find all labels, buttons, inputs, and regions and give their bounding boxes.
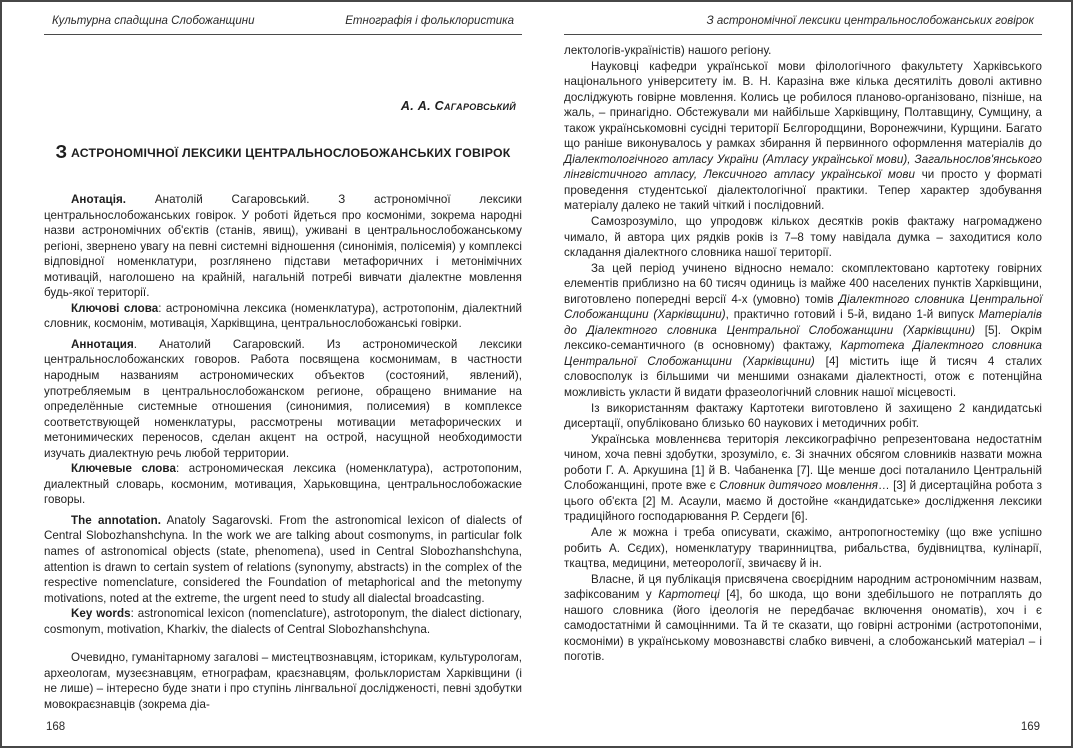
article-title-initial: З: [55, 141, 68, 162]
paragraph: Із використанням фактажу Картотеки виготовлено й захищено 2 кандидатські дисертації, опубліковано близько 60 наукових і методичних робіт.: [564, 401, 1042, 431]
paragraph: Українська мовленнєва територія лексикографічно репрезентована недостатнім чином, хоча певні здобутки, зрозуміло, є. Зі значних обсягом словників назвати можна роботи Г. А. Аркушина [1] й В. Чабаненка [7]. Ще менше досі поталанило Центральній Слобожанщині, проте вже є Словник дитячого мовлення… [3] й дисертаційна робота з цього об'єкта [2] М. Асаули, маємо й достойне «кандидатське» дослідження лексики традиційного господарювання Р. Сердеги [6].: [564, 432, 1042, 524]
left-page-body: [44, 192, 522, 713]
paragraph: Самозрозуміло, що упродовж кількох десятків років фактажу нагромаджено чимало, й автора цих рядків років із 7–8 тому навідала думка – заходитися коло складання діалектного словника нашої території.: [564, 215, 1042, 260]
paragraph: Але ж можна і треба описувати, скажімо, антропогностеміку (що вже успішно робить А. Сєдих), номенклатуру тваринництва, рибальства, будівництва, кулінарії, ткацтва, медицини, метеорології, звичаєву й ін.: [564, 525, 1042, 571]
paragraph: Аннотация. Анатолий Сагаровский. Из астрономической лексики центральнослобожанских говоров. Работа посвящена космонимам, в частности народным названиям астрономических объектов (состояний, явлений), употребляемым в центральнослобожанском регионе, обращено внимание на определённые системные отношения (синонимия, полисемия) в комплексе соответствующей номенклатуры, рассмотрены мотивации метафорических и метонимических переносов, сделан акцент на острой, насущной необходимости изучать диалектную речь любой территории.: [44, 337, 522, 460]
paragraph: Власне, й ця публікація присвячена своєрідним народним астрономічним назвам, зафіксованим у Картотеці [4], бо шкода, що вони здебільшого не потраплять до нашого словника (його ідеологія не передбачає включення ономатів), хоч і є самодостатніми й самоцінними. Та й те сказати, що говірні астроніми (астротопоніми, космоніми) в українському мовознавстві слабко вивчені, а слобожанський матеріал – і поготів.: [564, 572, 1042, 664]
running-header-left: [44, 15, 522, 35]
paragraph: Анотація. Анатолій Сагаровський. З астрономічної лексики центральнослобожанських говірок. У роботі йдеться про космоніми, зокрема народні назви астрономічних об'єктів (станів, явищ), уживані в центральнослобожанському регіоні, звернено увагу на певні системні відношення (синонімія, полісемія) у комплексі відповідної номенклатури, розглянено підстави метафоричних і метонімічних мотивацій, наголошено на крайній, нагальній потребі вивчати діалектне мовлення будь-якої території.: [44, 193, 522, 300]
page-number-right: 169: [1020, 721, 1040, 733]
article-title-rest: АСТРОНОМІЧНОЇ ЛЕКСИКИ ЦЕНТРАЛЬНОСЛОБОЖАНСЬКИХ ГОВІРОК: [67, 146, 511, 160]
running-header-right: [564, 15, 1042, 35]
running-header-series: Культурна спадщина Слобожанщини: [52, 15, 255, 27]
paragraph: Науковці кафедри української мови філологічного факультету Харківського національного університету ім. В. Н. Каразіна вже кілька десятиліть доволі активно досліджують говірне мовлення. Колись це робилося планово-організовано, пізніше, на жаль, – принагідно. Обстежували ми найбільше Харківщину, Полтавщину, Сумщину, а також українськомовні сусідні території Бєлгородщини, Воронежчини, Курщини. Багато що раніше виконувалось у рамках збирання й первинного оформлення матеріалів до Діалектологічного атласу України (Атласу української мови), Загальнослов'янського лінгвістичного атласу, Лексичного атласу української мови чи просто у форматі проведення студентської діалектологічної практики. Тепер характер здобування матеріалу далеко не такий чіткий і послідовний.: [564, 59, 1042, 213]
paragraph: За цей період учинено відносно немало: скомплектовано картотеку говірних елементів приблизно на 60 тисяч одиниць із майже 400 населених пунктів Харківщини, виготовлено попередні версії 4-х (умовно) томів Діалектного словника Центральної Слобожанщини (Харківщини), практично готовий і 5-й, видано 1-й випуск Матеріалів до Діалектного словника Центральної Слобожанщини (Харківщини) [5]. Окрім лексико-семантичного (в основному) фактажу, Картотека Діалектного словника Центральної Слобожанщини (Харківщини) [4] містить іще й тисяч 4 сталих словосполук із більшими чи меншими ознаками діалектності, отож є потенційна можливість укласти й видати фразеологічний словник нашої місцевості.: [564, 261, 1042, 400]
page-right: [564, 2, 1042, 746]
author-name: А. А. Сагаровський: [400, 99, 516, 113]
paragraph: лектологів-україністів) нашого регіону.: [564, 44, 772, 57]
right-page-body: [564, 43, 1042, 665]
running-header-article: З астрономічної лексики центральнослобожанських говірок: [706, 15, 1034, 27]
paragraph: Ключові слова: астрономічна лексика (номенклатура), астротопонім, діалектний словник, космонім, мотивація, Харківщина, центральнослобожанські говірки.: [44, 301, 522, 331]
page-number-left: 168: [46, 721, 66, 733]
paragraph: Ключевые слова: астрономическая лексика (номенклатура), астротопоним, диалектный словарь, космоним, мотивация, Харьковщина, центральнослобожаские говоры.: [44, 462, 522, 507]
paragraph: Очевидно, гуманітарному загалові – мистецтвознавцям, історикам, культурологам, археологам, музеєзнавцям, етнографам, краєзнавцям, фольклористам Харківщини (і не лише) – інтересно буде знати і про ступінь лінгвальної дослідженості, певні здобутки мовокраєзнавців (зокрема діа-: [44, 651, 522, 711]
article-title: [44, 141, 522, 163]
paragraph: The annotation. Anatoly Sagarovski. From the astronomical lexicon of dialects of Central Slobozhanshchyna. In the work we are talking about cosmonyms, in particular folk names of astronomical objects (state, phenomena), used in Central Slobozhanshchyna, attention is drawn to certain system of relations (synonymy, abstracts) in the complex of the respective nomenclature, considered the Foundation of metaphorical and the metonymy motivations, noted at the extreme, the urgent need to study all dialectal broadcasting.: [44, 513, 522, 605]
paragraph: Key words: astronomical lexicon (nomenclature), astrotoponym, the dialect dictionary, cosmonym, motivation, Kharkiv, the dialects of Central Slobozhanshchyna.: [44, 607, 522, 636]
page-left: [44, 2, 522, 746]
running-header-section: Етнографія і фольклористика: [345, 15, 514, 27]
